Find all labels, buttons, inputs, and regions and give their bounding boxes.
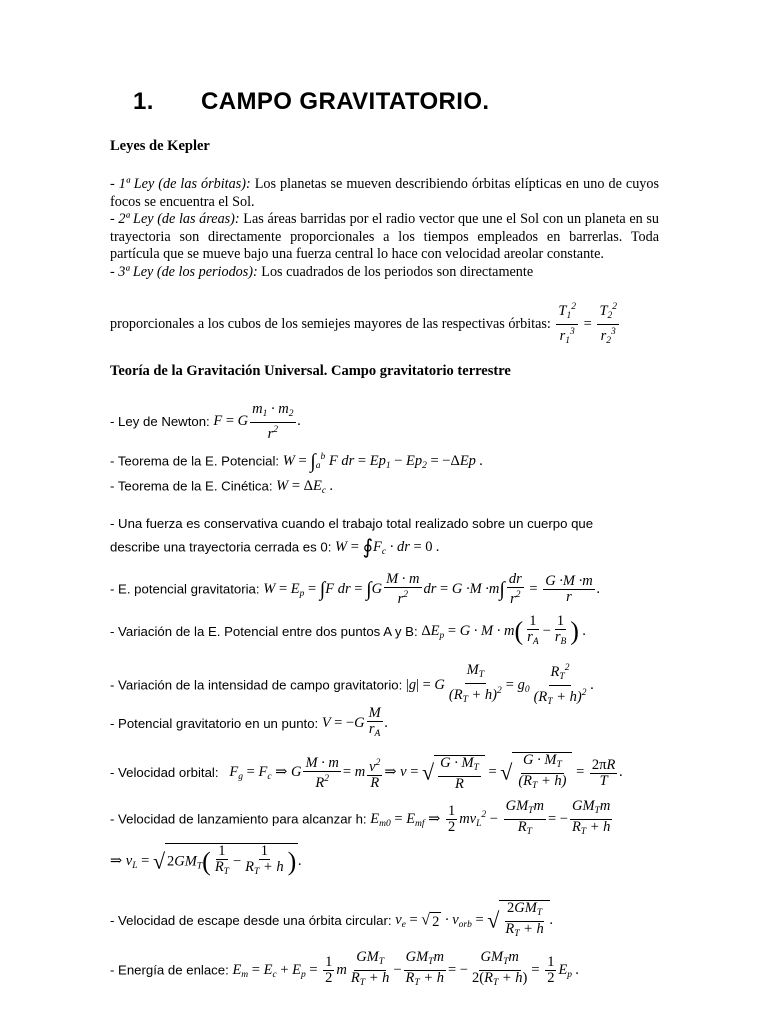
escape-velocity-line xyxy=(110,900,553,942)
chapter-number: 1. xyxy=(133,88,154,115)
launch-velocity-result-formula: ⇒ $v_L = √2GM_T$( $\frac{1}{R_T}$ − $\frac{1}{R_T + h}$ ) . xyxy=(110,853,302,869)
grav-potential-formula: V = −G $\frac{M}{r_A}$ . xyxy=(321,705,389,739)
kepler-third-law-formula: $\frac{T_1^2}{r_1^3}$ = $\frac{T_2^2}{r_2^3}$ xyxy=(558,302,618,346)
binding-energy-label: - Energía de enlace: xyxy=(110,962,229,978)
grav-potential-energy-formula: $W = E_p = \int F$ dr = ∫G $\frac{M \cdot m}{r^2}$ dr = G ·M ·m∫ $\frac{dr}{r^2}$ = $\frac{G \cdot M \cdot m}{r}$ . xyxy=(263,571,601,607)
grav-potential-energy-line xyxy=(110,572,600,607)
newton-label: - Ley de Newton: xyxy=(110,413,210,429)
kepler-law3-formula-line xyxy=(110,300,670,349)
kinetic-theorem-label: - Teorema de la E. Cinética: xyxy=(110,478,273,494)
conservative-line-1: - Una fuerza es conservativa cuando el trabajo total realizado sobre un cuerpo que xyxy=(110,516,594,531)
law1-text: Los planetas se mueven describiendo órbitas elípticas en uno de cuyos focos se encuentra el Sol. xyxy=(110,176,659,210)
chapter-title-text: CAMPO GRAVITATORIO. xyxy=(201,88,490,115)
law2-text: Las áreas barridas por el radio vector que une el Sol con un planeta en su trayectoria son directamente proporcionales a los tiempos empleados en barrerlas. Toda partícula que se mueve bajo una fuerza central lo hace con velocidad areolar constante. xyxy=(110,211,660,263)
potential-variation-line xyxy=(110,614,586,650)
field-variation-line xyxy=(110,661,594,710)
grav-potential-energy-label: - E. potencial gravitatoria: xyxy=(110,581,260,597)
launch-velocity-formula: $E_{m0} = E_{mf}$ ⇒ $\frac{1}{2}$ $mv_L^2$ − $\frac{GM_Tm}{R_T}$ = − $\frac{GM_Tm}{R_T + h}$ xyxy=(370,798,611,837)
kepler-heading: Leyes de Kepler xyxy=(110,138,210,154)
law3-label: - 3ª Ley (de los periodos): xyxy=(110,263,258,280)
law3-text: Los cuadrados de los periodos son directamente xyxy=(257,263,534,280)
potential-variation-formula: $\Delta E_p = G \cdot M \cdot m$( $\frac{1}{r_A}$ − $\frac{1}{r_B}$ ) . xyxy=(421,613,587,647)
launch-velocity-result-line xyxy=(110,843,302,880)
potential-theorem-label: - Teorema de la E. Potencial: xyxy=(110,453,280,469)
orbital-velocity-label: - Velocidad orbital: xyxy=(110,764,219,780)
law3-text2: proporcionales a los cubos de los semiejes mayores de las respectivas órbitas: xyxy=(110,315,551,332)
binding-energy-line xyxy=(110,950,579,991)
kepler-laws-paragraph xyxy=(110,176,659,282)
theory-heading: Teoría de la Gravitación Universal. Campo gravitatorio terrestre xyxy=(110,363,511,379)
chapter-title xyxy=(133,88,490,116)
conservative-formula: $W = ∮F_c$ · dr = 0 . xyxy=(335,536,440,559)
escape-velocity-label: - Velocidad de escape desde una órbita circular: xyxy=(110,912,392,928)
law2-label: - 2ª Ley (de las áreas): xyxy=(110,211,240,228)
grav-potential-line xyxy=(110,706,388,742)
newton-formula: F = G $\frac{m_1 \cdot m_2}{r^2}$ . xyxy=(213,401,302,442)
newton-law-line xyxy=(110,402,301,442)
orbital-velocity-formula: $F_g = F_c$ ⇒ G $\frac{M \cdot m}{R^2}$ = m $\frac{v^2}{R}$ ⇒ v = √ $\frac{G \cdot M_T}{R}$ = √ $\frac{G \cdot M_T}{(R_T + h)}$ = $\frac{2\pi R}{T}$ . xyxy=(222,764,623,780)
potential-theorem-line xyxy=(110,448,483,475)
field-variation-label: - Variación de la intensidad de campo gravitatorio: xyxy=(110,677,403,693)
conservative-label: describe una trayectoria cerrada es 0: xyxy=(110,539,332,555)
kinetic-theorem-line xyxy=(110,477,333,500)
potential-variation-label: - Variación de la E. Potencial entre dos puntos A y B: xyxy=(110,623,418,639)
launch-velocity-label: - Velocidad de lanzamiento para alcanzar h: xyxy=(110,811,367,827)
potential-theorem-formula: $W = \int_a^b$ F dr = $Ep_1 - Ep_2 = -\Delta Ep$ . xyxy=(282,450,484,473)
kinetic-theorem-formula: $W = \Delta E_c$ . xyxy=(276,478,334,496)
orbital-velocity-line xyxy=(110,752,623,794)
field-variation-formula: |g| = G $\frac{M_T}{(R_T + h)^2}$ = $g_0$ $\frac{R_T^2}{(R_T + h)^2}$ . xyxy=(405,662,595,707)
conservative-line-2 xyxy=(110,538,440,561)
law1-label: - 1ª Ley (de las órbitas): xyxy=(110,176,251,192)
grav-potential-label: - Potencial gravitatorio en un punto: xyxy=(110,715,319,731)
escape-velocity-formula: $v_e$ = √ $2 \cdot v_{orb}$ = √ $\frac{2GM_T}{R_T + h}$ . xyxy=(395,912,553,928)
launch-velocity-line xyxy=(110,799,614,840)
binding-energy-formula: $E_m = E_c + E_p$ = $\frac{1}{2}$ m $\frac{GM_T}{R_T + h}$ − $\frac{GM_Tm}{R_T + h}$ = − $\frac{GM_Tm}{2(R_T + h)}$ = $\frac{1}{2}$ $E_p$ . xyxy=(232,949,580,988)
